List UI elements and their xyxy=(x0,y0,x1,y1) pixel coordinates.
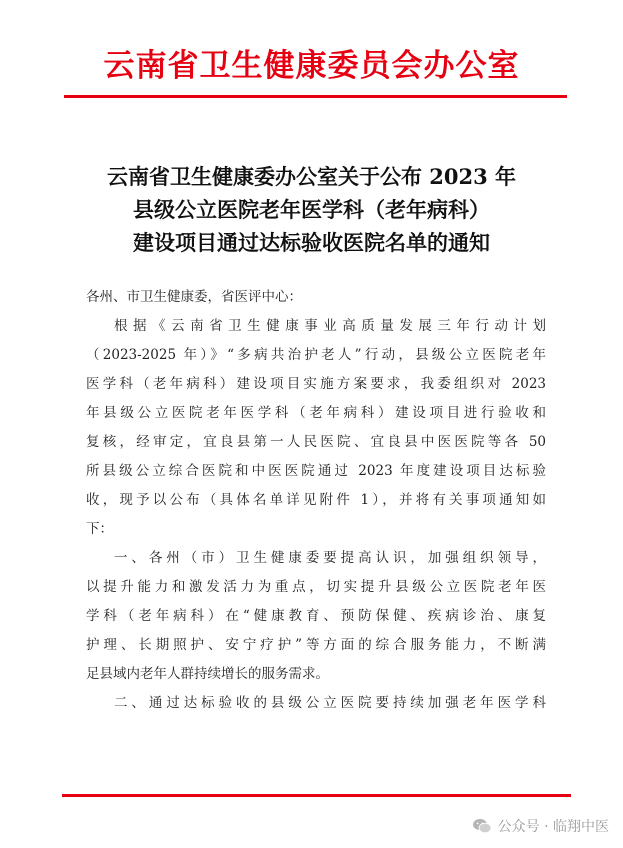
paragraph-3-line: 二、通过达标验收的县级公立医院要持续加强老年医学科 xyxy=(114,695,546,711)
paragraph-1-line: 医学科（老年病科）建设项目实施方案要求，我委组织对 2023 xyxy=(86,376,546,392)
paragraph-2-line: 学科（老年病科）在“健康教育、预防保健、疾病诊治、康复 xyxy=(86,608,546,624)
paragraph-2-line: 一、各州（市）卫生健康委要提高认识，加强组织领导， xyxy=(114,550,546,566)
wechat-icon xyxy=(472,818,492,834)
document-body xyxy=(86,283,546,718)
paragraph-2-line: 护理、长期照护、安宁疗护”等方面的综合服务能力，不断满 xyxy=(86,637,546,653)
paragraph-1-line: 收，现予以公布（具体名单详见附件 1），并将有关事项通知如 xyxy=(86,492,546,508)
document-title xyxy=(40,160,583,259)
paragraph-1-line: 年县级公立医院老年医学科（老年病科）建设项目进行验收和 xyxy=(86,405,546,421)
header-divider xyxy=(64,95,567,98)
salutation: 各州、市卫生健康委，省医评中心： xyxy=(86,289,302,305)
paragraph-1-line: 下： xyxy=(86,521,113,537)
title-line-2: 县级公立医院老年医学科（老年病科） xyxy=(133,197,490,222)
title-line-3: 建设项目通过达标验收医院名单的通知 xyxy=(133,230,490,255)
title-line-1: 云南省卫生健康委办公室关于公布 2023 年 xyxy=(106,164,517,189)
paragraph-1-line: 根据《云南省卫生健康事业高质量发展三年行动计划 xyxy=(114,318,546,334)
paragraph-2-line: 以提升能力和激发活力为重点，切实提升县级公立医院老年医 xyxy=(86,579,546,595)
footer-divider xyxy=(62,794,571,797)
paragraph-1-line: 复核，经审定，宜良县第一人民医院、宜良县中医医院等各 50 xyxy=(86,434,546,450)
paragraph-1-line: 所县级公立综合医院和中医医院通过 2023 年度建设项目达标验 xyxy=(86,463,546,479)
paragraph-1-line: （2023-2025 年）》“多病共治护老人”行动，县级公立医院老年 xyxy=(86,347,546,363)
office-header: 云南省卫生健康委员会办公室 xyxy=(103,48,520,84)
watermark-text: 公众号 · 临翔中医 xyxy=(497,819,609,835)
watermark xyxy=(472,816,609,836)
paragraph-2-line: 足县域内老年人群持续增长的服务需求。 xyxy=(86,666,329,682)
